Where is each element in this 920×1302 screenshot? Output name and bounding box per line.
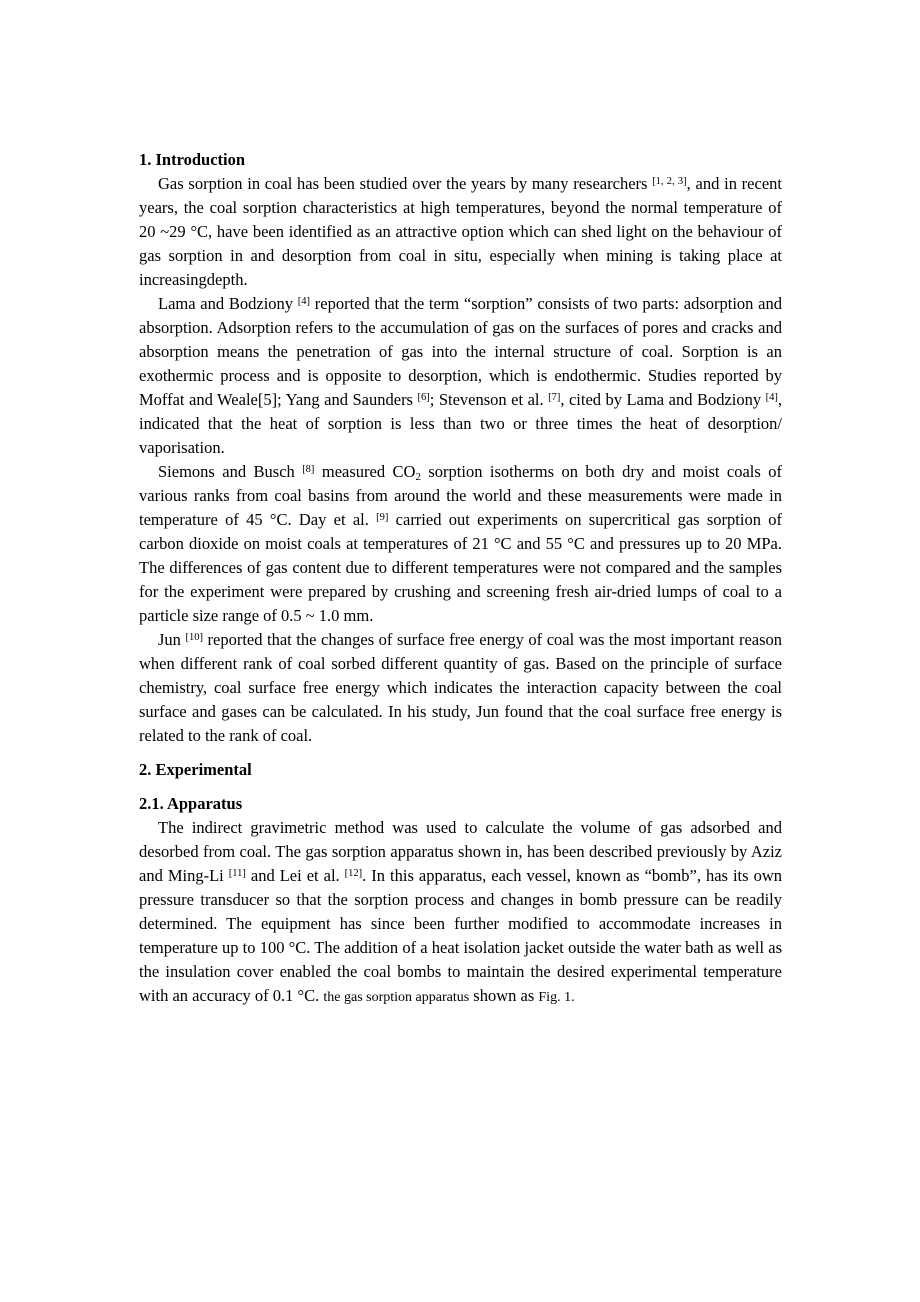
intro-paragraph-3 [139,460,782,628]
text: Lama and Bodziony [158,294,298,313]
figure-reference: Fig. 1. [538,990,575,1005]
citation: [1, 2, 3] [652,176,687,187]
intro-paragraph-4 [139,628,782,748]
section-heading-experimental: 2. Experimental [139,760,252,779]
citation: [4] [297,296,311,307]
citation: [4] [765,392,778,403]
text: The indirect gravimetric method was used to calculate the volume of gas adsorbed and desorbed from coal. The gas sorption apparatus shown in, has been described previously by Aziz and Ming-Li [139,818,782,885]
text: reported that the term “sorption” consists of two parts: adsorption and absorption. Adsorption refers to the accumulation of gas on the surfaces of pores and cracks and absorption means the penetration of gas into the internal structure of coal. Sorption is an exothermic process and is opposite to desorption, which is endothermic. Studies reported by Moffat and Weale[5]; Yang and Saunders [139,294,782,409]
text: measured CO [314,462,416,481]
citation: [12] [344,868,363,879]
subscript: 2 [415,471,421,483]
subsection-heading-apparatus: 2.1. Apparatus [139,794,243,813]
text: Gas sorption in coal has been studied over the years by many researchers [158,174,653,193]
citation: [10] [185,632,203,643]
text: shown as [469,986,539,1005]
citation: [6] [417,392,430,403]
paper-page [139,148,782,1010]
intro-paragraph-1 [139,172,782,292]
text: Jun [158,630,186,649]
text: , cited by Lama and Bodziony [560,390,766,409]
text: , indicated that the heat of sorption is less than two or three times the heat of desorption/ vaporisation. [139,390,782,457]
citation: [7] [548,392,561,403]
intro-paragraph-2 [139,292,782,460]
text: , and in recent years, the coal sorption characteristics at high temperatures, beyond the normal temperature of 20 ~29 °C, have been identified as an attractive option which can shed light on the behaviour of gas sorption in and desorption from coal in situ, especially when mining is taking place at increasingdepth. [139,174,782,289]
text: sorption isotherms on both dry and moist coals of various ranks from coal basins from around the world and these measurements were made in temperature of 45 °C. Day et al. [139,462,782,529]
text: and Lei et al. [245,866,345,885]
small-text: the gas sorption apparatus [323,990,470,1005]
citation: [11] [228,868,246,879]
citation: [8] [302,464,315,475]
text: ; Stevenson et al. [429,390,549,409]
apparatus-paragraph [139,816,782,1010]
section-heading-introduction: 1. Introduction [139,150,246,169]
citation: [9] [376,512,389,523]
text: reported that the changes of surface free energy of coal was the most important reason when different rank of coal sorbed different quantity of gas. Based on the principle of surface chemistry, coal surface free energy which indicates the interaction capacity between the coal surface and gases can be calculated. In his study, Jun found that the coal surface free energy is related to the rank of coal. [139,630,783,745]
text: . In this apparatus, each vessel, known as “bomb”, has its own pressure transducer so that the sorption process and changes in bomb pressure can be readily determined. The equipment has since been further modified to accommodate increases in temperature up to 100 °C. The addition of a heat isolation jacket outside the water bath as well as the insulation cover enabled the coal bombs to maintain the desired experimental temperature with an accuracy of 0.1 °C. [139,866,782,1005]
text: carried out experiments on supercritical gas sorption of carbon dioxide on moist coals at temperatures of 21 °C and 55 °C and pressures up to 20 MPa. The differences of gas content due to different temperatures were not compared and the samples for the experiment were prepared by crushing and screening fresh air-dried lumps of coal to a particle size range of 0.5 ~ 1.0 mm. [139,510,782,625]
text: Siemons and Busch [158,462,303,481]
